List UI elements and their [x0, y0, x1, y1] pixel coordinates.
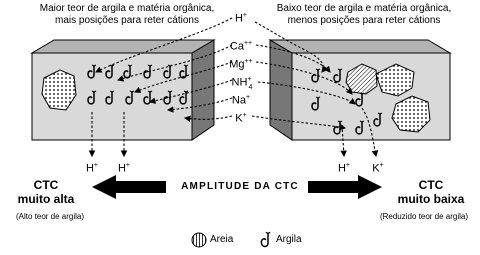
clay-hook-icon	[261, 232, 270, 246]
arrow-shaft-right	[308, 181, 358, 193]
released-symbol: H	[117, 162, 126, 175]
cation-ca-charge: ++	[243, 40, 253, 47]
right-caption	[248, 3, 480, 27]
right-block-face	[292, 53, 450, 140]
left-caption-line1: Maior teor de argila e matéria orgânica,	[39, 3, 215, 14]
cation-k-symbol: K	[235, 112, 243, 125]
released-h-3	[332, 160, 356, 175]
released-symbol: H	[337, 162, 346, 175]
released-h-1	[80, 160, 104, 175]
ctc-high-note: (Alto teor de argila)	[15, 212, 85, 221]
left-block-side	[192, 40, 214, 140]
right-soil-block	[270, 40, 450, 140]
legend-clay-icon	[261, 232, 270, 246]
ctc-high-line1: CTC	[33, 178, 59, 192]
legend-clay-label: Argila	[276, 234, 302, 245]
right-block-top	[270, 40, 450, 53]
right-block-side	[270, 40, 292, 140]
cation-mg	[224, 56, 258, 71]
cation-nh-symbol: NH	[231, 76, 248, 89]
released-h-2	[112, 160, 136, 175]
released-charge: +	[93, 162, 99, 169]
cation-h-charge: +	[242, 12, 248, 19]
released-charge: +	[345, 162, 351, 169]
cation-na	[224, 92, 258, 107]
right-caption-line2: menos posições para reter cátions	[287, 15, 441, 26]
cation-na-charge: +	[245, 94, 251, 101]
ctc-low-line1: CTC	[418, 178, 444, 192]
released-k	[366, 160, 390, 175]
cation-mg-symbol: Mg	[229, 58, 245, 71]
cation-mg-charge: ++	[244, 58, 253, 65]
legend-sand-label: Areia	[210, 234, 234, 245]
left-caption	[2, 3, 252, 27]
left-caption-line2: mais posições para reter cátions	[55, 15, 199, 26]
arrow-head-left	[92, 175, 116, 199]
cation-na-symbol: Na	[231, 94, 246, 107]
cation-h	[226, 10, 256, 25]
right-caption-line1: Baixo teor de argila e matéria orgânica,	[276, 3, 452, 14]
cation-nh-charge: +	[247, 76, 252, 83]
cation-nh-subscript: 4	[248, 83, 253, 91]
ctc-low-note: (Reduzido teor de argila)	[379, 212, 469, 221]
ctc-high-line2: muito alta	[17, 192, 75, 206]
cation-nh4	[222, 74, 262, 94]
cation-k	[226, 110, 256, 125]
ctc-low-line2: muito baixa	[397, 192, 465, 206]
left-block-top	[32, 40, 214, 53]
released-symbol: H	[85, 162, 94, 175]
cation-k-charge: +	[242, 112, 247, 119]
ctc-high-label	[0, 178, 92, 206]
released-charge: +	[379, 162, 384, 169]
arrow-head-right	[358, 175, 382, 199]
cation-h-symbol: H	[234, 12, 243, 25]
cation-ca	[224, 38, 258, 53]
ctc-range-label: AMPLITUDE DA CTC	[181, 181, 299, 192]
cation-ca-symbol: Ca	[229, 40, 244, 53]
released-charge: +	[125, 162, 131, 169]
arrow-shaft-left	[116, 181, 166, 193]
released-symbol: K	[372, 162, 380, 175]
ctc-low-label	[382, 178, 480, 206]
legend-sand-icon	[192, 233, 206, 247]
left-soil-block	[32, 40, 214, 140]
